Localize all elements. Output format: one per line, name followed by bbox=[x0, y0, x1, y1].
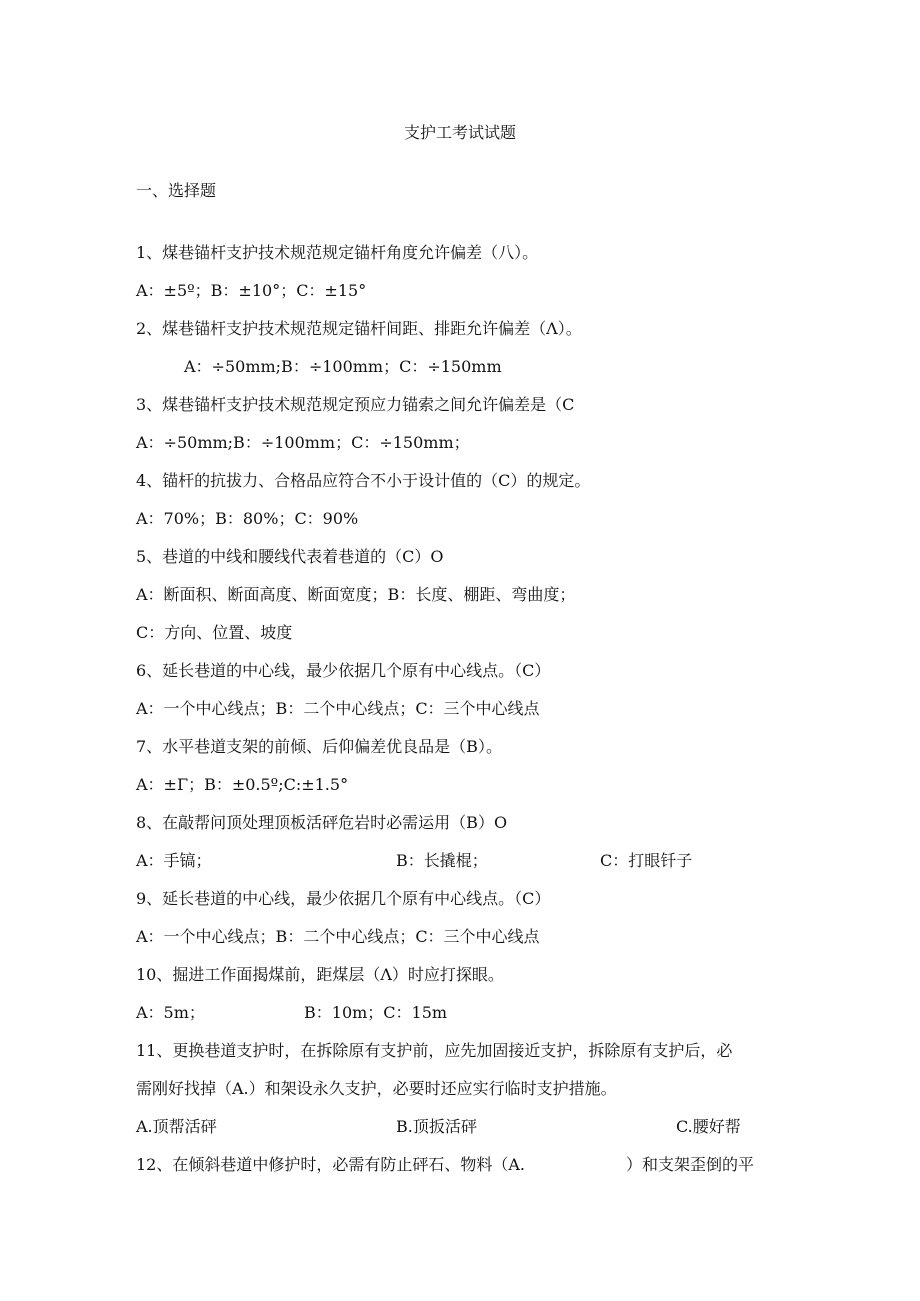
question-11-option-a: A.顶帮活砰 bbox=[136, 1117, 217, 1136]
question-4-options: A：70%；B：80%；C：90% bbox=[136, 509, 359, 528]
question-11-option-c: C.腰好帮 bbox=[676, 1117, 741, 1136]
question-4: 4、锚杆的抗拔力、合格品应符合不小于设计值的（C）的规定。 bbox=[136, 471, 591, 490]
question-1: 1、煤巷锚杆支护技术规范规定锚杆角度允许偏差（八）。 bbox=[136, 243, 539, 262]
question-9: 9、延长巷道的中心线，最少依据几个原有中心线点。（C） bbox=[136, 889, 551, 908]
question-10-options-bc: B：10m；C：15m bbox=[304, 1003, 448, 1022]
question-7-options: A：±Γ；B：±0.5º;C:±1.5° bbox=[136, 775, 349, 794]
question-11: 11、更换巷道支护时，在拆除原有支护前，应先加固接近支护，拆除原有支护后，必 bbox=[136, 1041, 733, 1060]
question-8-option-c: C：打眼钎子 bbox=[600, 851, 693, 870]
question-3: 3、煤巷锚杆支护技术规范规定预应力锚索之间允许偏差是（C bbox=[136, 395, 575, 414]
question-5: 5、巷道的中线和腰线代表着巷道的（C）O bbox=[136, 547, 444, 566]
question-9-options: A：一个中心线点；B：二个中心线点；C：三个中心线点 bbox=[136, 927, 540, 946]
question-6: 6、延长巷道的中心线，最少依据几个原有中心线点。（C） bbox=[136, 661, 551, 680]
question-6-options: A：一个中心线点；B：二个中心线点；C：三个中心线点 bbox=[136, 699, 540, 718]
question-10: 10、掘进工作面揭煤前，距煤层（Λ）时应打探眼。 bbox=[136, 965, 504, 984]
question-11-option-b: B.顶扳活砰 bbox=[396, 1117, 477, 1136]
section-heading: 一、选择题 bbox=[136, 181, 217, 200]
question-11-continued: 需刚好找掉（A.）和架设永久支护，必要时还应实行临时支护措施。 bbox=[136, 1079, 617, 1098]
question-5-options: A：断面积、断面高度、断面宽度；B：长度、棚距、弯曲度； bbox=[136, 585, 576, 604]
question-2: 2、煤巷锚杆支护技术规范规定锚杆间距、排距允许偏差（Λ）。 bbox=[136, 319, 582, 338]
question-8: 8、在敲帮问顶处理顶板活砰危岩时必需运用（B）O bbox=[136, 813, 508, 832]
document-title: 支护工考试试题 bbox=[403, 123, 516, 142]
question-8-option-b: B：长撬棍； bbox=[396, 851, 488, 870]
question-10-option-a: A：5m； bbox=[136, 1003, 205, 1022]
question-12-continued: ）和支架歪倒的平 bbox=[626, 1155, 755, 1174]
question-2-options: A：÷50mm;B：÷100mm；C：÷150mm bbox=[184, 357, 502, 376]
question-7: 7、水平巷道支架的前倾、后仰偏差优良品是（B）。 bbox=[136, 737, 502, 756]
question-8-option-a: A：手镐； bbox=[136, 851, 212, 870]
question-12: 12、在倾斜巷道中修护时，必需有防止砰石、物料（A. bbox=[136, 1155, 526, 1174]
question-3-options: A：÷50mm;B：÷100mm；C：÷150mm； bbox=[136, 433, 470, 452]
question-5-option-c: C：方向、位置、坡度 bbox=[136, 623, 293, 642]
question-1-options: A：±5º；B：±10°；C：±15° bbox=[136, 281, 367, 300]
